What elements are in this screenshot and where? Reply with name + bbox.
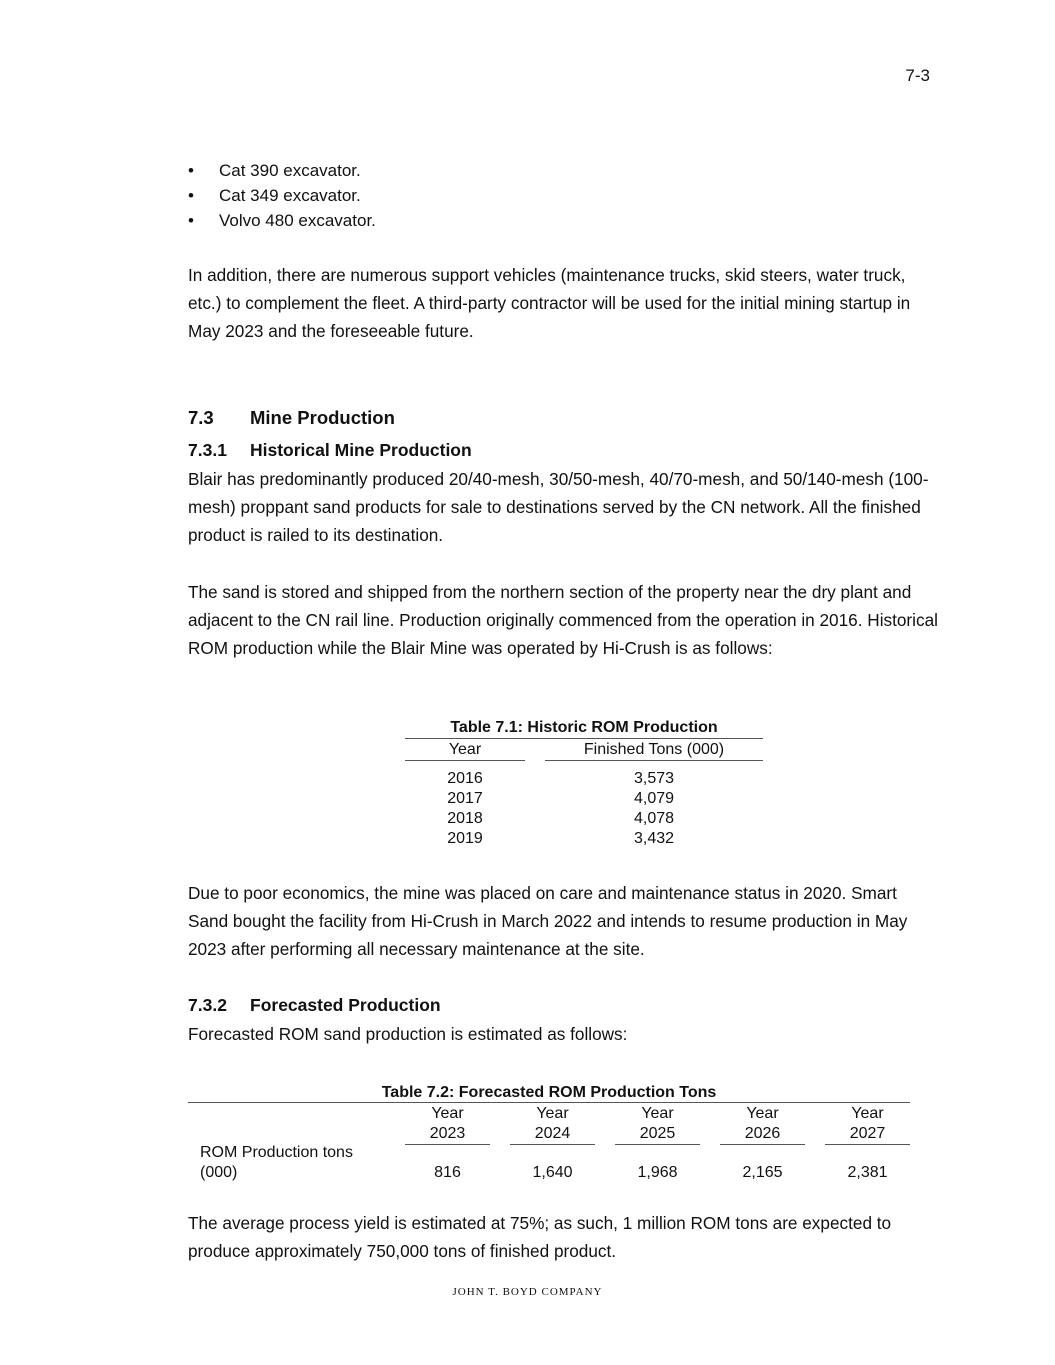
table-row [405, 769, 763, 789]
cell-value: 816 [434, 1164, 461, 1181]
section-heading-7-3-1 [188, 440, 472, 461]
cell-value: 2,381 [847, 1164, 888, 1181]
cell-tons: 4,079 [633, 790, 675, 807]
column-header-finished-tons: Finished Tons (000) [545, 739, 763, 761]
cell-tons: 4,078 [633, 810, 675, 827]
list-item: • Cat 390 excavator. [188, 158, 376, 183]
table-header [188, 1103, 910, 1143]
section-heading-7-3-2 [188, 995, 441, 1016]
table-row [405, 789, 763, 809]
column-header-year: Year 2027 [825, 1104, 910, 1145]
column-header-year: Year 2026 [720, 1104, 805, 1145]
table-row [188, 1143, 910, 1185]
section-heading-7-3 [188, 407, 395, 429]
cell-year: 2018 [447, 810, 483, 827]
list-item: • Volvo 480 excavator. [188, 208, 376, 233]
cell-value: 1,968 [637, 1164, 678, 1181]
sand-storage-paragraph: The sand is stored and shipped from the northern section of the property near the dry plant and adjacent to the CN rail line. Production originally commenced from the operation in 2016. Historical ROM production while the Blair Mine was operated by Hi-Crush is as follows: [188, 582, 938, 659]
section-number: 7.3.1 [188, 440, 227, 460]
cell-tons: 3,573 [633, 770, 675, 787]
forecast-intro-paragraph: Forecasted ROM sand production is estimated as follows: [188, 1024, 628, 1044]
list-item: • Cat 349 excavator. [188, 183, 376, 208]
equipment-list [188, 158, 376, 233]
support-vehicles-paragraph: In addition, there are numerous support vehicles (maintenance trucks, skid steers, water truck, etc.) to complement the fleet. A third-party contractor will be used for the initial mining startup in May 2023 and the foreseeable future. [188, 265, 911, 342]
footer-company: JOHN T. BOYD COMPANY [452, 1286, 603, 1298]
column-header-year: Year 2023 [405, 1104, 490, 1145]
section-title: Historical Mine Production [250, 440, 472, 460]
cell-year: 2017 [447, 790, 483, 807]
table-caption: Table 7.1: Historic ROM Production [405, 718, 763, 739]
section-title: Forecasted Production [250, 995, 441, 1015]
section-title: Mine Production [250, 407, 395, 428]
table-historic-rom-production [405, 718, 763, 849]
cell-value: 1,640 [532, 1164, 573, 1181]
column-header-year: Year 2024 [510, 1104, 595, 1145]
cell-year: 2019 [447, 830, 483, 847]
column-header-year: Year [405, 739, 525, 761]
process-yield-paragraph: The average process yield is estimated at 75%; as such, 1 million ROM tons are expected to produce approximately 750,000 tons of finished product. [188, 1213, 892, 1262]
column-header-year: Year 2025 [615, 1104, 700, 1145]
section-number: 7.3.2 [188, 995, 227, 1015]
blair-products-paragraph: Blair has predominantly produced 20/40-mesh, 30/50-mesh, 40/70-mesh, and 50/140-mesh (100-mesh) proppant sand products for sale to destinations served by the CN network. All the finished product is railed to its destination. [188, 469, 929, 546]
page-number: 7-3 [905, 66, 930, 85]
table-header [405, 739, 763, 761]
table-forecasted-rom-production [188, 1083, 910, 1185]
cell-tons: 3,432 [633, 830, 675, 847]
table-row [405, 829, 763, 849]
section-number: 7.3 [188, 407, 214, 428]
cell-year: 2016 [447, 770, 483, 787]
economics-paragraph: Due to poor economics, the mine was placed on care and maintenance status in 2020. Smart Sand bought the facility from Hi-Crush in March 2022 and intends to resume production in May 2023 after performing all necessary maintenance at the site. [188, 883, 908, 960]
cell-value: 2,165 [742, 1164, 783, 1181]
table-row [405, 809, 763, 829]
row-label: ROM Production tons (000) [200, 1144, 353, 1181]
table-caption: Table 7.2: Forecasted ROM Production Tons [188, 1083, 910, 1103]
